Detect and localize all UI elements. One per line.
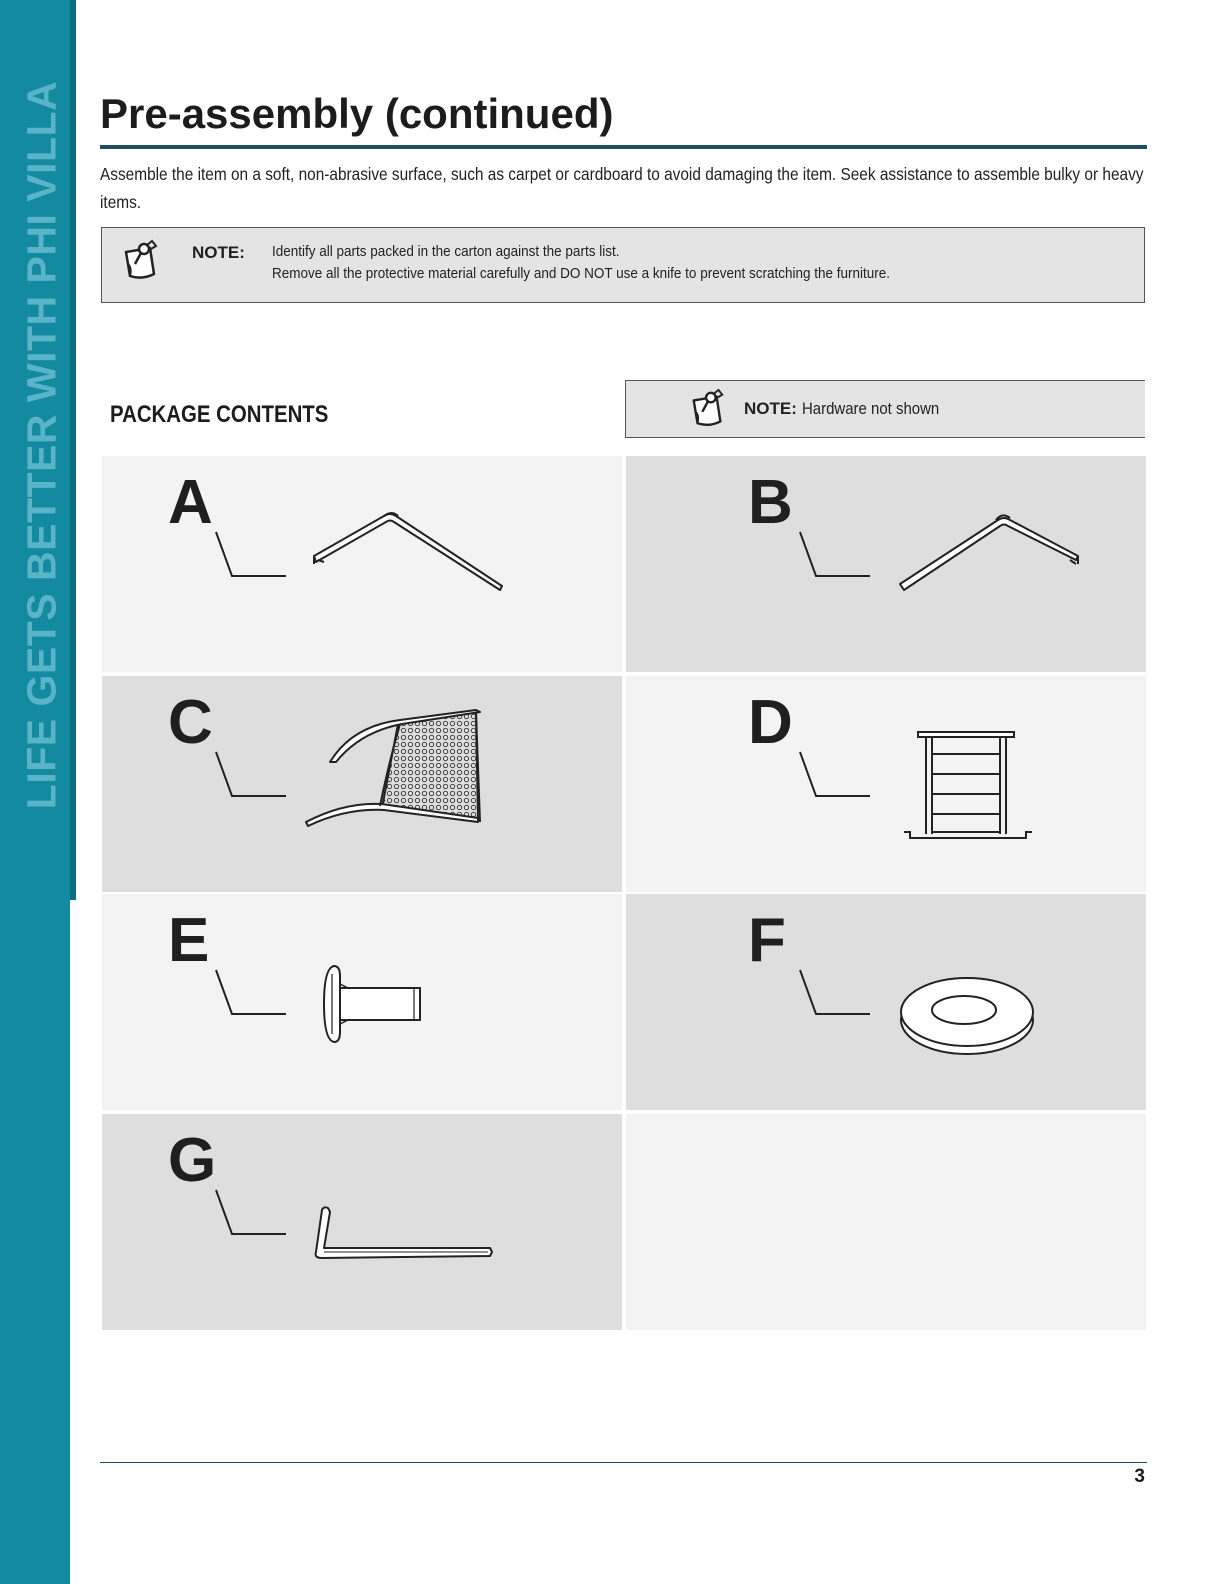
leader-line — [210, 528, 290, 580]
footer-divider — [100, 1462, 1147, 1463]
seat-drawing — [302, 706, 487, 836]
leader-line — [210, 748, 290, 800]
leader-line — [210, 1186, 290, 1238]
intro-paragraph: Assemble the item on a soft, non-abrasive surface, such as carpet or cardboard to avoid damaging the item. Seek assistance to assemble bulky or heavy items. — [100, 164, 1144, 212]
allen-key-drawing — [308, 1204, 498, 1264]
part-cell-e — [102, 894, 622, 1110]
hardware-note-label: NOTE: — [744, 399, 797, 418]
leader-line — [210, 966, 290, 1018]
hardware-note-text: Hardware not shown — [801, 399, 939, 418]
pinned-note-icon — [688, 387, 728, 431]
pinned-note-icon — [120, 238, 162, 284]
part-letter: G — [168, 1126, 217, 1195]
leader-line — [794, 528, 874, 580]
part-letter: C — [168, 688, 213, 757]
frame-a-drawing — [302, 504, 522, 604]
part-cell-g — [102, 1114, 622, 1330]
note-line-1: Identify all parts packed in the carton against the parts list. — [272, 243, 620, 260]
note-box — [101, 227, 1145, 303]
note-line-2: Remove all the protective material carefully and DO NOT use a knife to prevent scratching the furniture. — [272, 265, 891, 282]
leader-line — [794, 748, 874, 800]
bolt-drawing — [318, 964, 426, 1044]
leader-line — [794, 966, 874, 1018]
washer-drawing — [896, 974, 1038, 1058]
part-letter: F — [748, 906, 786, 975]
sidebar-accent — [70, 0, 76, 900]
package-contents-title: PACKAGE CONTENTS — [110, 401, 329, 428]
part-cell-d — [626, 676, 1146, 892]
back-support-drawing — [900, 726, 1036, 846]
title-divider — [100, 145, 1147, 149]
part-cell-b — [626, 456, 1146, 672]
part-letter: D — [748, 688, 793, 757]
sidebar-slogan: LIFE GETS BETTER WITH PHI VILLA — [18, 80, 65, 810]
note-label: NOTE: — [192, 243, 245, 262]
hardware-note — [744, 399, 958, 419]
part-letter: A — [168, 468, 213, 537]
hardware-note-box — [625, 380, 1145, 438]
page-title: Pre-assembly (continued) — [100, 90, 614, 137]
part-cell-c — [102, 676, 622, 892]
page-number: 3 — [1134, 1466, 1145, 1487]
frame-b-drawing — [894, 508, 1094, 598]
note-text — [272, 241, 890, 285]
empty-cell — [626, 1114, 1146, 1330]
part-letter: E — [168, 906, 210, 975]
part-cell-a — [102, 456, 622, 672]
part-letter: B — [748, 468, 793, 537]
sidebar-band — [0, 0, 70, 1584]
part-cell-f — [626, 894, 1146, 1110]
